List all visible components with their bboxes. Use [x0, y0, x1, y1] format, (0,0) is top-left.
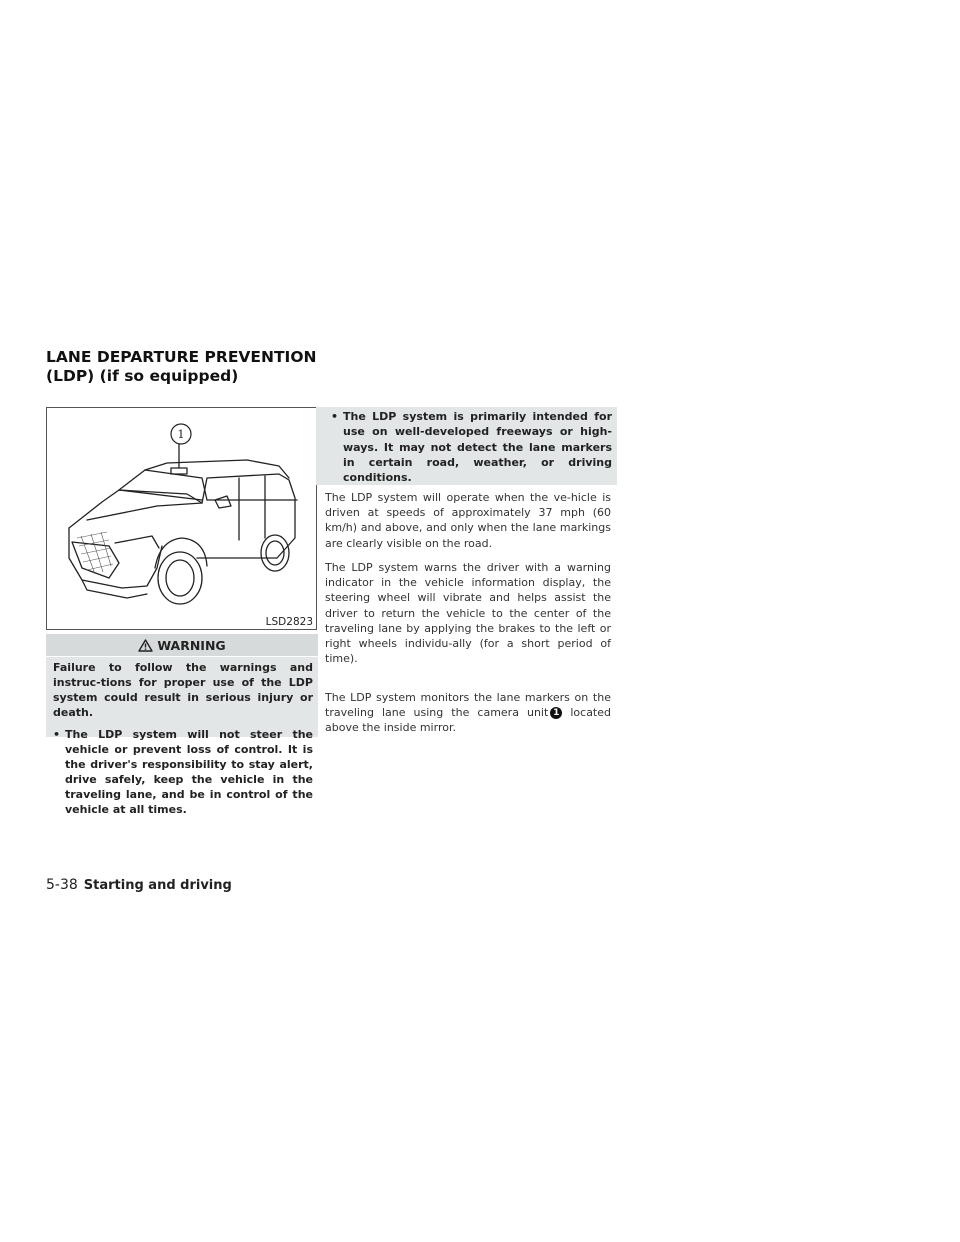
bullet-dot: • — [331, 410, 339, 423]
callout-number: 1 — [177, 428, 185, 441]
camera-text: The LDP system monitors the lane markers on the traveling lane using the camera unit — [325, 691, 611, 720]
body-paragraph-warning: The LDP system warns the driver with a warning indicator in the vehicle information display, the steering wheel will vibrate and helps assist the driver to return the vehicle to the center of the traveling lane by applying the brakes to the left or right wheels individu-ally (for a short period of time). — [325, 561, 611, 666]
vehicle-camera-illustration — [46, 407, 317, 630]
figure-code: LSD2823 — [265, 616, 313, 628]
warning-bullet — [331, 409, 612, 485]
warning-bullet-text: The LDP system will not steer the vehicle or prevent loss of control. It is the driver's responsibility to stay alert, drive safely, keep the vehicle in the traveling lane, and be in control of the vehicle at all times. — [65, 728, 313, 816]
warning-intro: Failure to follow the warnings and instruc-tions for proper use of the LDP system could result in serious injury or death. — [53, 661, 313, 719]
section-title-line-2: (LDP) (if so equipped) — [46, 367, 239, 385]
warning-box — [46, 657, 318, 816]
section-title-line-1: LANE DEPARTURE PREVENTION — [46, 348, 317, 366]
body-paragraph-camera — [325, 690, 611, 736]
page-footer — [46, 877, 232, 893]
body-paragraph-speed: The LDP system will operate when the ve-hicle is driven at speeds of approximately 37 mph (60 km/h) and above, and only when the lane markings are clearly visible on the road. — [325, 491, 611, 550]
camera-text-end: located above the inside mirror. — [325, 706, 611, 735]
warning-triangle-icon — [138, 639, 153, 652]
warning-bullet — [53, 727, 313, 817]
warning-header — [46, 634, 318, 656]
bullet-dot: • — [53, 728, 61, 741]
suv-camera-drawing — [47, 408, 316, 629]
camera-callout: 1 — [550, 707, 562, 719]
warning-title: WARNING — [157, 637, 226, 653]
section-name: Starting and driving — [83, 878, 232, 893]
warning-bullet-text: The LDP system is primarily intended for use on well-developed freeways or high-ways. It may not detect the lane markers in certain road, weather, or driving conditions. — [343, 410, 612, 485]
page-number: 5-38 — [46, 877, 78, 893]
section-title — [46, 348, 316, 386]
warning-box-continued — [316, 407, 617, 485]
